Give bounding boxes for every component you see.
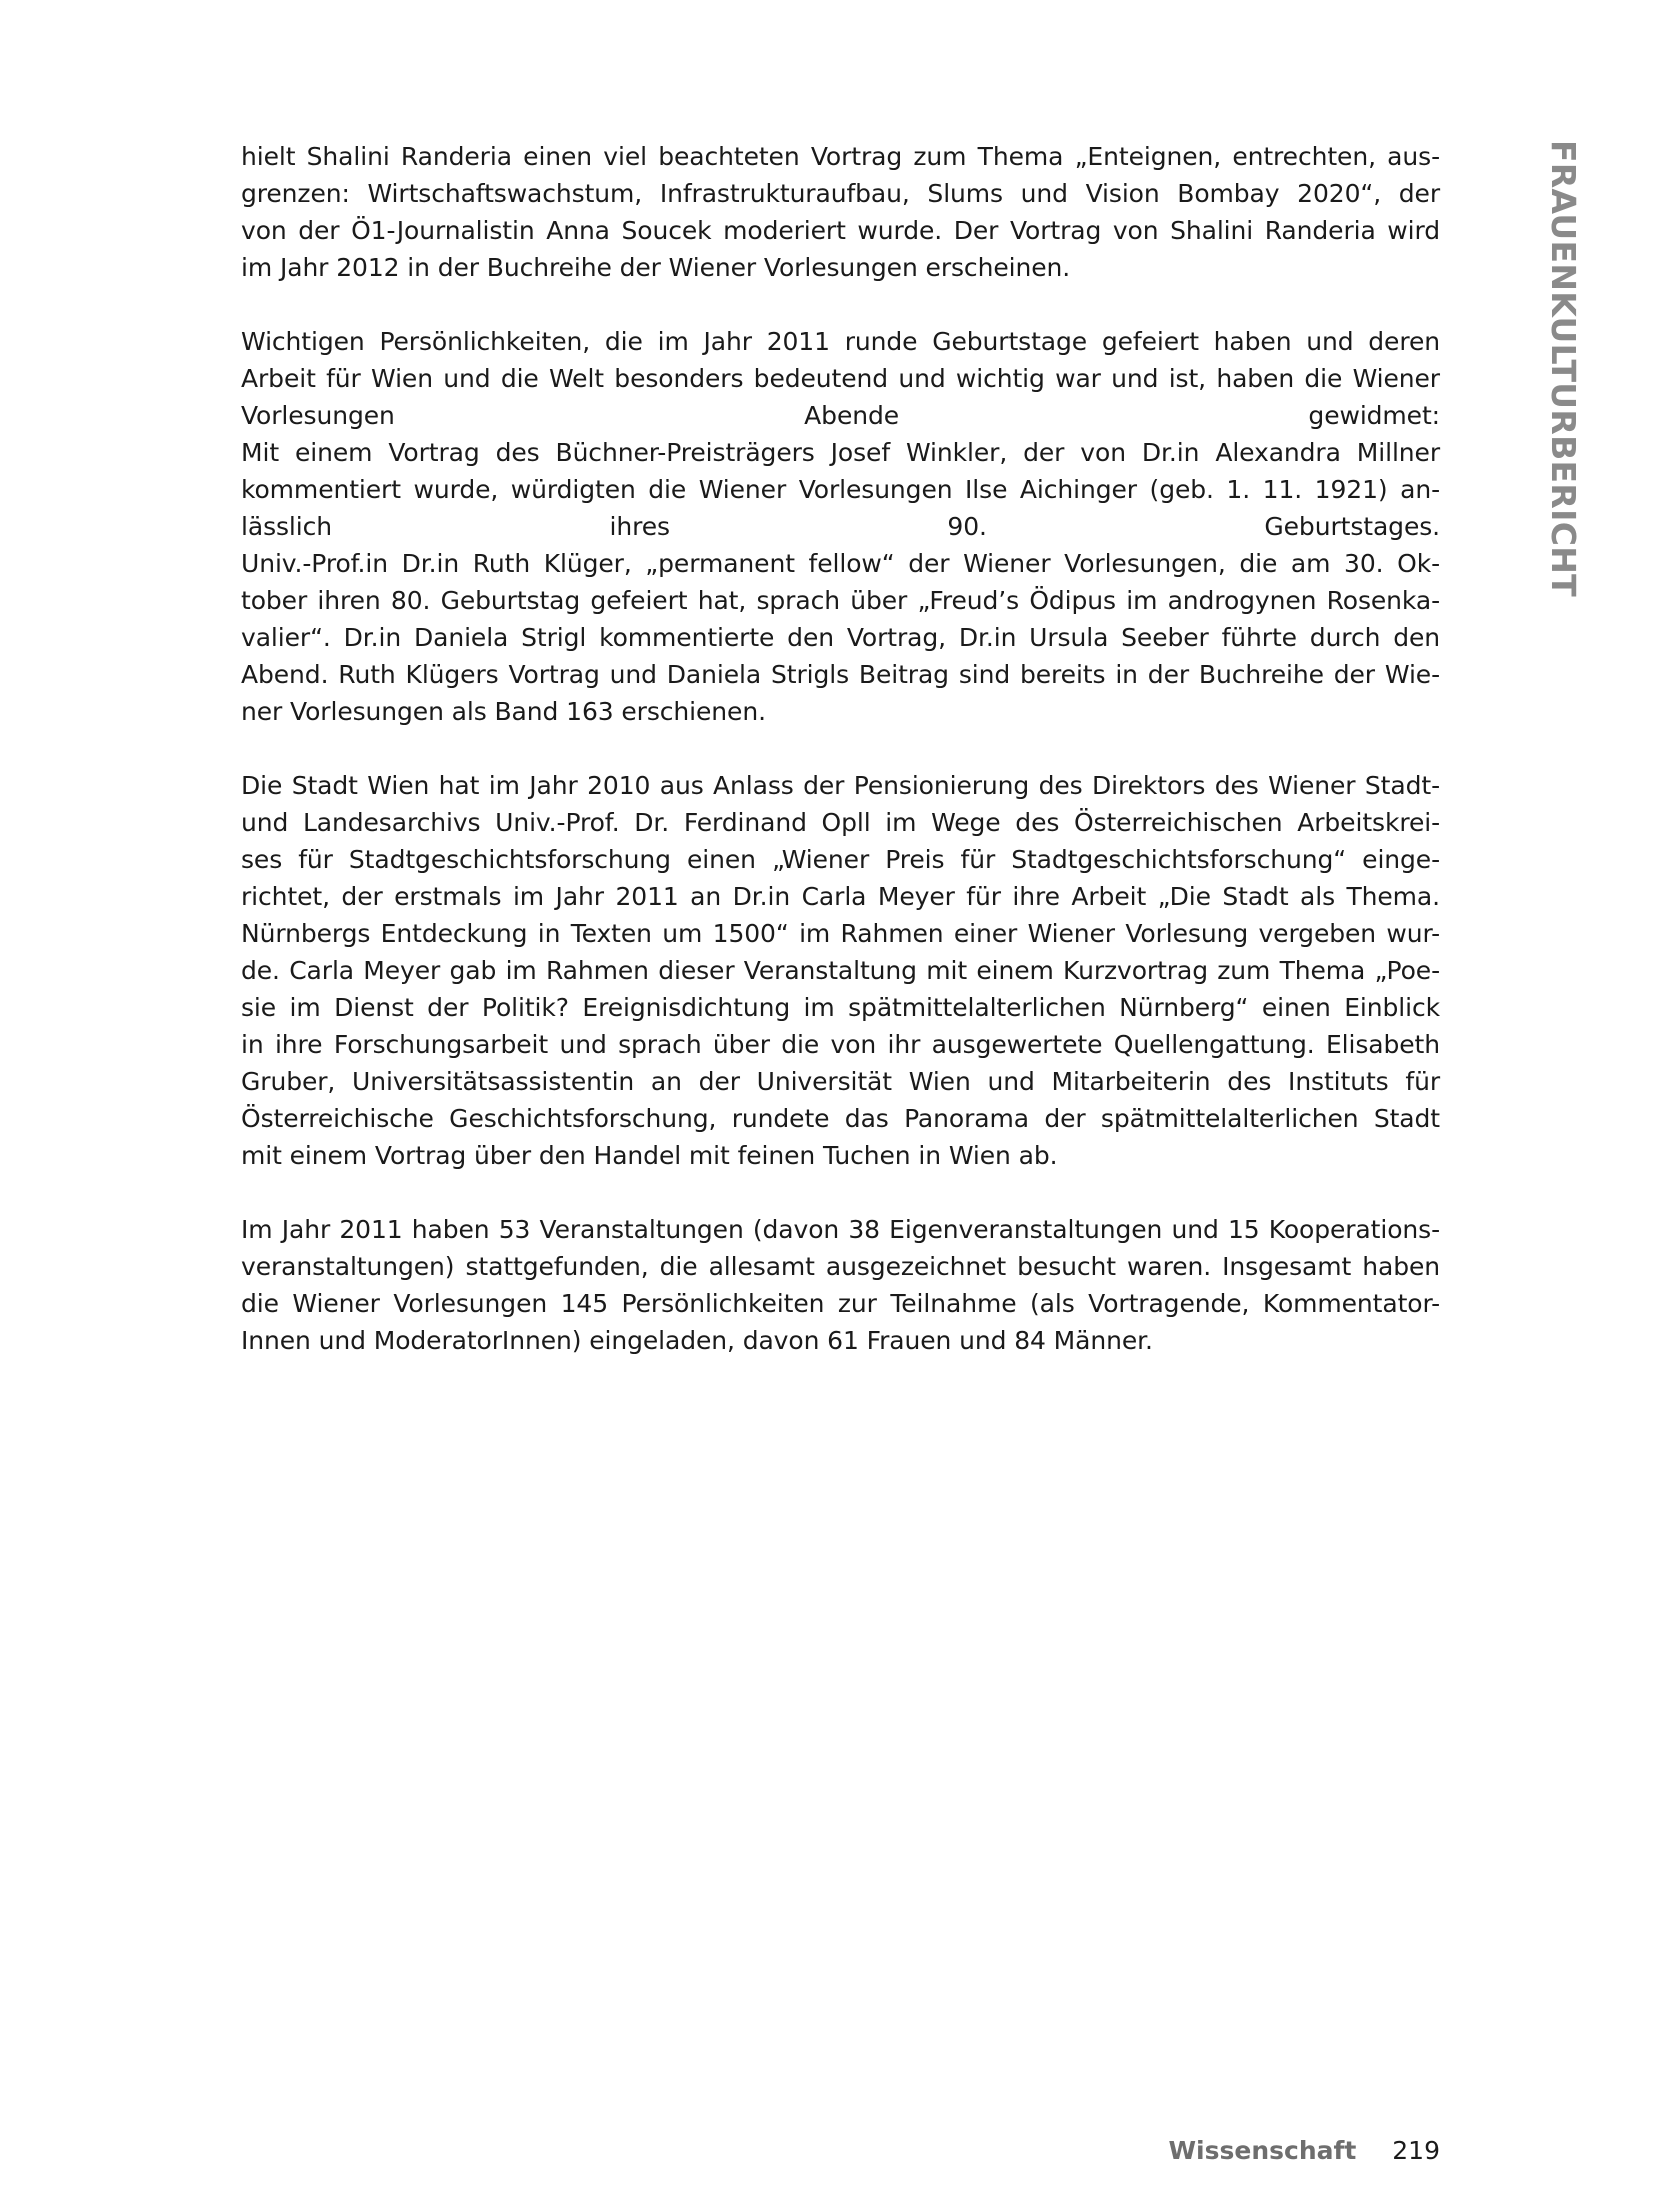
text-line: Innen und ModeratorInnen) eingeladen, davon 61 Frauen und 84 Männer. <box>241 1326 1153 1355</box>
text-line: hielt Shalini Randeria einen viel beachteten Vortrag zum Thema „Enteignen, entrechten, aus- <box>241 142 1440 171</box>
text-line: im Jahr 2012 in der Buchreihe der Wiener Vorlesungen erscheinen. <box>241 253 1071 282</box>
text-line: und Landesarchivs Univ.-Prof. Dr. Ferdinand Opll im Wege des Österreichischen Arbeitskrei- <box>241 808 1440 837</box>
body-text <box>241 138 1440 1396</box>
paragraph <box>241 138 1440 286</box>
text-line: tober ihren 80. Geburtstag gefeiert hat, sprach über „Freud’s Ödipus im androgynen Rosenka- <box>241 586 1440 615</box>
text-line: grenzen: Wirtschaftswachstum, Infrastrukturaufbau, Slums und Vision Bombay 2020“, der <box>241 179 1440 208</box>
text-line: Österreichische Geschichtsforschung, rundete das Panorama der spätmittelalterlichen Stadt <box>241 1104 1440 1133</box>
text-line: Im Jahr 2011 haben 53 Veranstaltungen (davon 38 Eigenveranstaltungen und 15 Kooperations- <box>241 1215 1440 1244</box>
text-line: von der Ö1-Journalistin Anna Soucek moderiert wurde. Der Vortrag von Shalini Randeria wird <box>241 216 1440 245</box>
text-line: Gruber, Universitätsassistentin an der Universität Wien und Mitarbeiterin des Instituts für <box>241 1067 1440 1096</box>
running-title-text: FRAUENKULTURBERICHT <box>1544 140 1583 597</box>
text-line: veranstaltungen) stattgefunden, die allesamt ausgezeichnet besucht waren. Insgesamt haben <box>241 1252 1440 1281</box>
text-line: valier“. Dr.in Daniela Strigl kommentierte den Vortrag, Dr.in Ursula Seeber führte durch den <box>241 623 1440 652</box>
text-line: mit einem Vortrag über den Handel mit feinen Tuchen in Wien ab. <box>241 1141 1058 1170</box>
running-title-vertical <box>1543 140 1583 597</box>
text-line: kommentiert wurde, würdigten die Wiener Vorlesungen Ilse Aichinger (geb. 1. 11. 1921) an- <box>241 475 1440 504</box>
text-line: Die Stadt Wien hat im Jahr 2010 aus Anlass der Pensionierung des Direktors des Wiener Stadt- <box>241 771 1440 800</box>
text-line: Vorlesungen Abende gewidmet: <box>241 401 1440 430</box>
text-line: Arbeit für Wien und die Welt besonders bedeutend und wichtig war und ist, haben die Wiener <box>241 364 1440 393</box>
text-line: die Wiener Vorlesungen 145 Persönlichkeiten zur Teilnahme (als Vortragende, Kommentator- <box>241 1289 1440 1318</box>
text-line: in ihre Forschungsarbeit und sprach über die von ihr ausgewertete Quellengattung. Elisabeth <box>241 1030 1440 1059</box>
paragraph <box>241 1211 1440 1359</box>
paragraph <box>241 767 1440 1174</box>
text-line: sie im Dienst der Politik? Ereignisdichtung im spätmittelalterlichen Nürnberg“ einen Einblick <box>241 993 1440 1022</box>
text-line: Wichtigen Persönlichkeiten, die im Jahr 2011 runde Geburtstage gefeiert haben und deren <box>241 327 1440 356</box>
text-line: Abend. Ruth Klügers Vortrag und Daniela Strigls Beitrag sind bereits in der Buchreihe der Wie- <box>241 660 1440 689</box>
text-line: de. Carla Meyer gab im Rahmen dieser Veranstaltung mit einem Kurzvortrag zum Thema „Poe- <box>241 956 1440 985</box>
text-line: ses für Stadtgeschichtsforschung einen „Wiener Preis für Stadtgeschichtsforschung“ einge- <box>241 845 1440 874</box>
text-line: Mit einem Vortrag des Büchner-Preisträgers Josef Winkler, der von Dr.in Alexandra Millner <box>241 438 1440 467</box>
text-line: ner Vorlesungen als Band 163 erschienen. <box>241 697 766 726</box>
footer-section-title: Wissenschaft <box>1168 2136 1357 2165</box>
text-line: Univ.-Prof.in Dr.in Ruth Klüger, „permanent fellow“ der Wiener Vorlesungen, die am 30. Ok- <box>241 549 1440 578</box>
text-line: Nürnbergs Entdeckung in Texten um 1500“ im Rahmen einer Wiener Vorlesung vergeben wur- <box>241 919 1440 948</box>
page-footer <box>1168 2136 1440 2166</box>
text-line: lässlich ihres 90. Geburtstages. <box>241 512 1440 541</box>
text-line: richtet, der erstmals im Jahr 2011 an Dr.in Carla Meyer für ihre Arbeit „Die Stadt als Thema. <box>241 882 1440 911</box>
page-number: 219 <box>1392 2136 1440 2165</box>
paragraph <box>241 323 1440 730</box>
